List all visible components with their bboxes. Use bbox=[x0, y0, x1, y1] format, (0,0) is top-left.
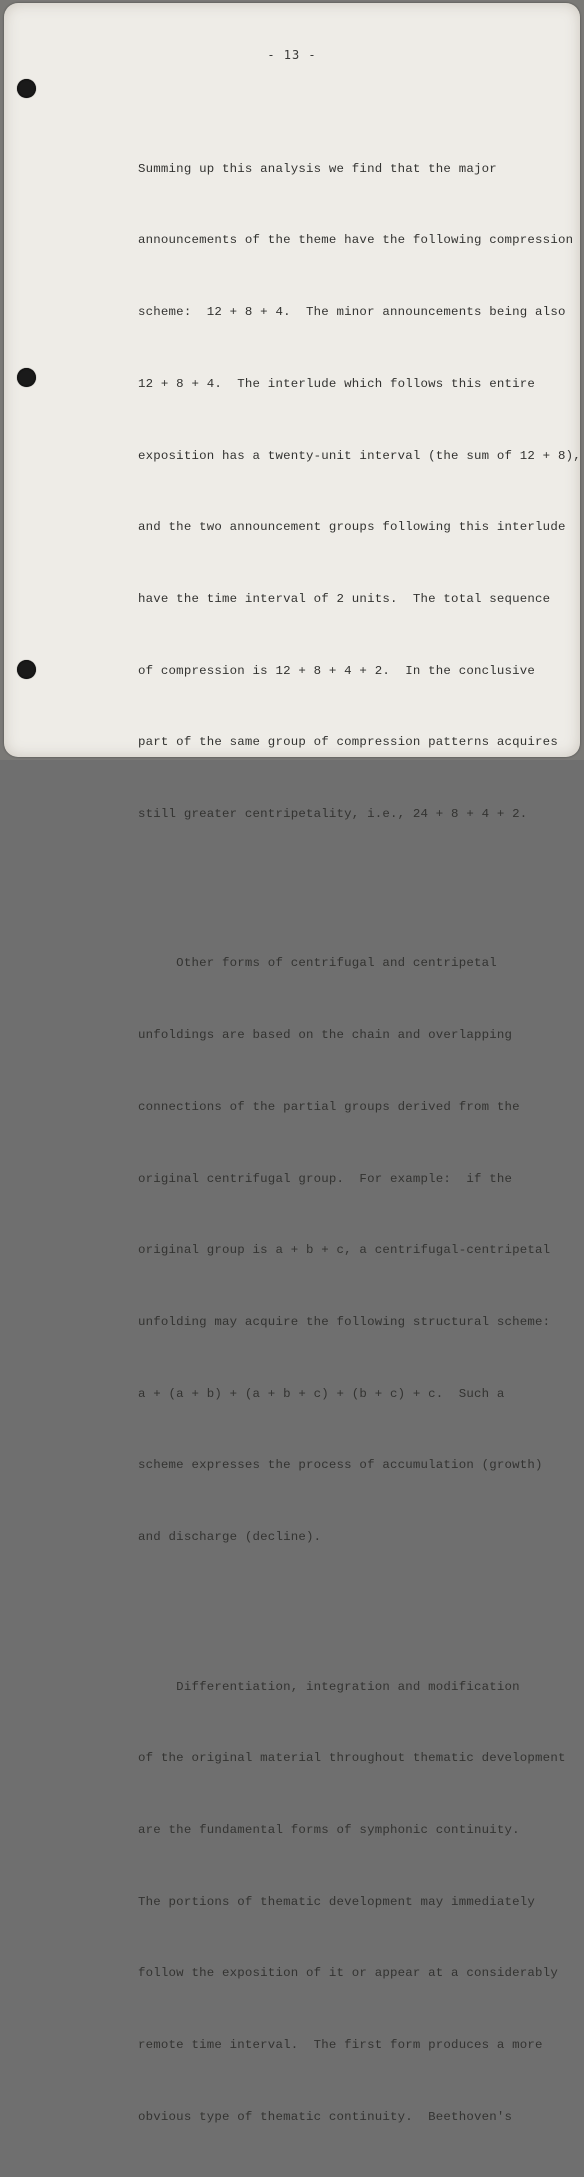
text-line: are the fundamental forms of symphonic continuity. bbox=[138, 1822, 520, 1837]
text-line: 12 + 8 + 4. The interlude which follows this entire bbox=[138, 376, 536, 391]
typewritten-body bbox=[138, 86, 581, 2177]
text-line: of compression is 12 + 8 + 4 + 2. In the conclusive bbox=[138, 663, 536, 678]
text-line: connections of the partial groups derived from the bbox=[138, 1099, 520, 1114]
text-line: have the time interval of 2 units. The total sequence bbox=[138, 591, 551, 606]
text-line: and the two announcement groups following this interlude bbox=[138, 520, 566, 535]
text-line: unfolding may acquire the following structural scheme: bbox=[138, 1314, 551, 1329]
paragraph-gap bbox=[138, 875, 558, 881]
text-line: exposition has a twenty-unit interval (the sum of 12 + 8), bbox=[138, 448, 581, 463]
text-line: part of the same group of compression patterns acquires bbox=[138, 735, 558, 750]
text-line: remote time interval. The first form produces a more bbox=[138, 2038, 543, 2053]
text-line: Differentiation, integration and modification bbox=[138, 1679, 520, 1694]
text-line: unfoldings are based on the chain and overlapping bbox=[138, 1028, 513, 1043]
text-line: original group is a + b + c, a centrifugal-centripetal bbox=[138, 1243, 551, 1258]
text-line: The portions of thematic development may immediately bbox=[138, 1894, 536, 1909]
text-line: obvious type of thematic continuity. Beethoven's bbox=[138, 2109, 513, 2124]
text-line: of the original material throughout thematic development bbox=[138, 1751, 566, 1766]
text-line: Summing up this analysis we find that the major bbox=[138, 161, 497, 176]
text-line: follow the exposition of it or appear at a considerably bbox=[138, 1966, 558, 1981]
text-line: original centrifugal group. For example: if the bbox=[138, 1171, 513, 1186]
text-line: still greater centripetality, i.e., 24 + 8 + 4 + 2. bbox=[138, 807, 528, 822]
binder-hole-middle bbox=[17, 368, 36, 387]
text-line: scheme expresses the process of accumulation (growth) bbox=[138, 1458, 543, 1473]
text-line: scheme: 12 + 8 + 4. The minor announcements being also bbox=[138, 305, 566, 320]
page-number: - 13 - bbox=[267, 48, 317, 62]
text-line: a + (a + b) + (a + b + c) + (b + c) + c. Such a bbox=[138, 1386, 505, 1401]
paragraph-gap bbox=[138, 1598, 558, 1604]
text-line: Other forms of centrifugal and centripetal bbox=[138, 956, 497, 971]
binder-hole-bottom bbox=[17, 660, 36, 679]
text-line: announcements of the theme have the following compression bbox=[138, 233, 574, 248]
text-line: and discharge (decline). bbox=[138, 1530, 322, 1545]
binder-hole-top bbox=[17, 79, 36, 98]
